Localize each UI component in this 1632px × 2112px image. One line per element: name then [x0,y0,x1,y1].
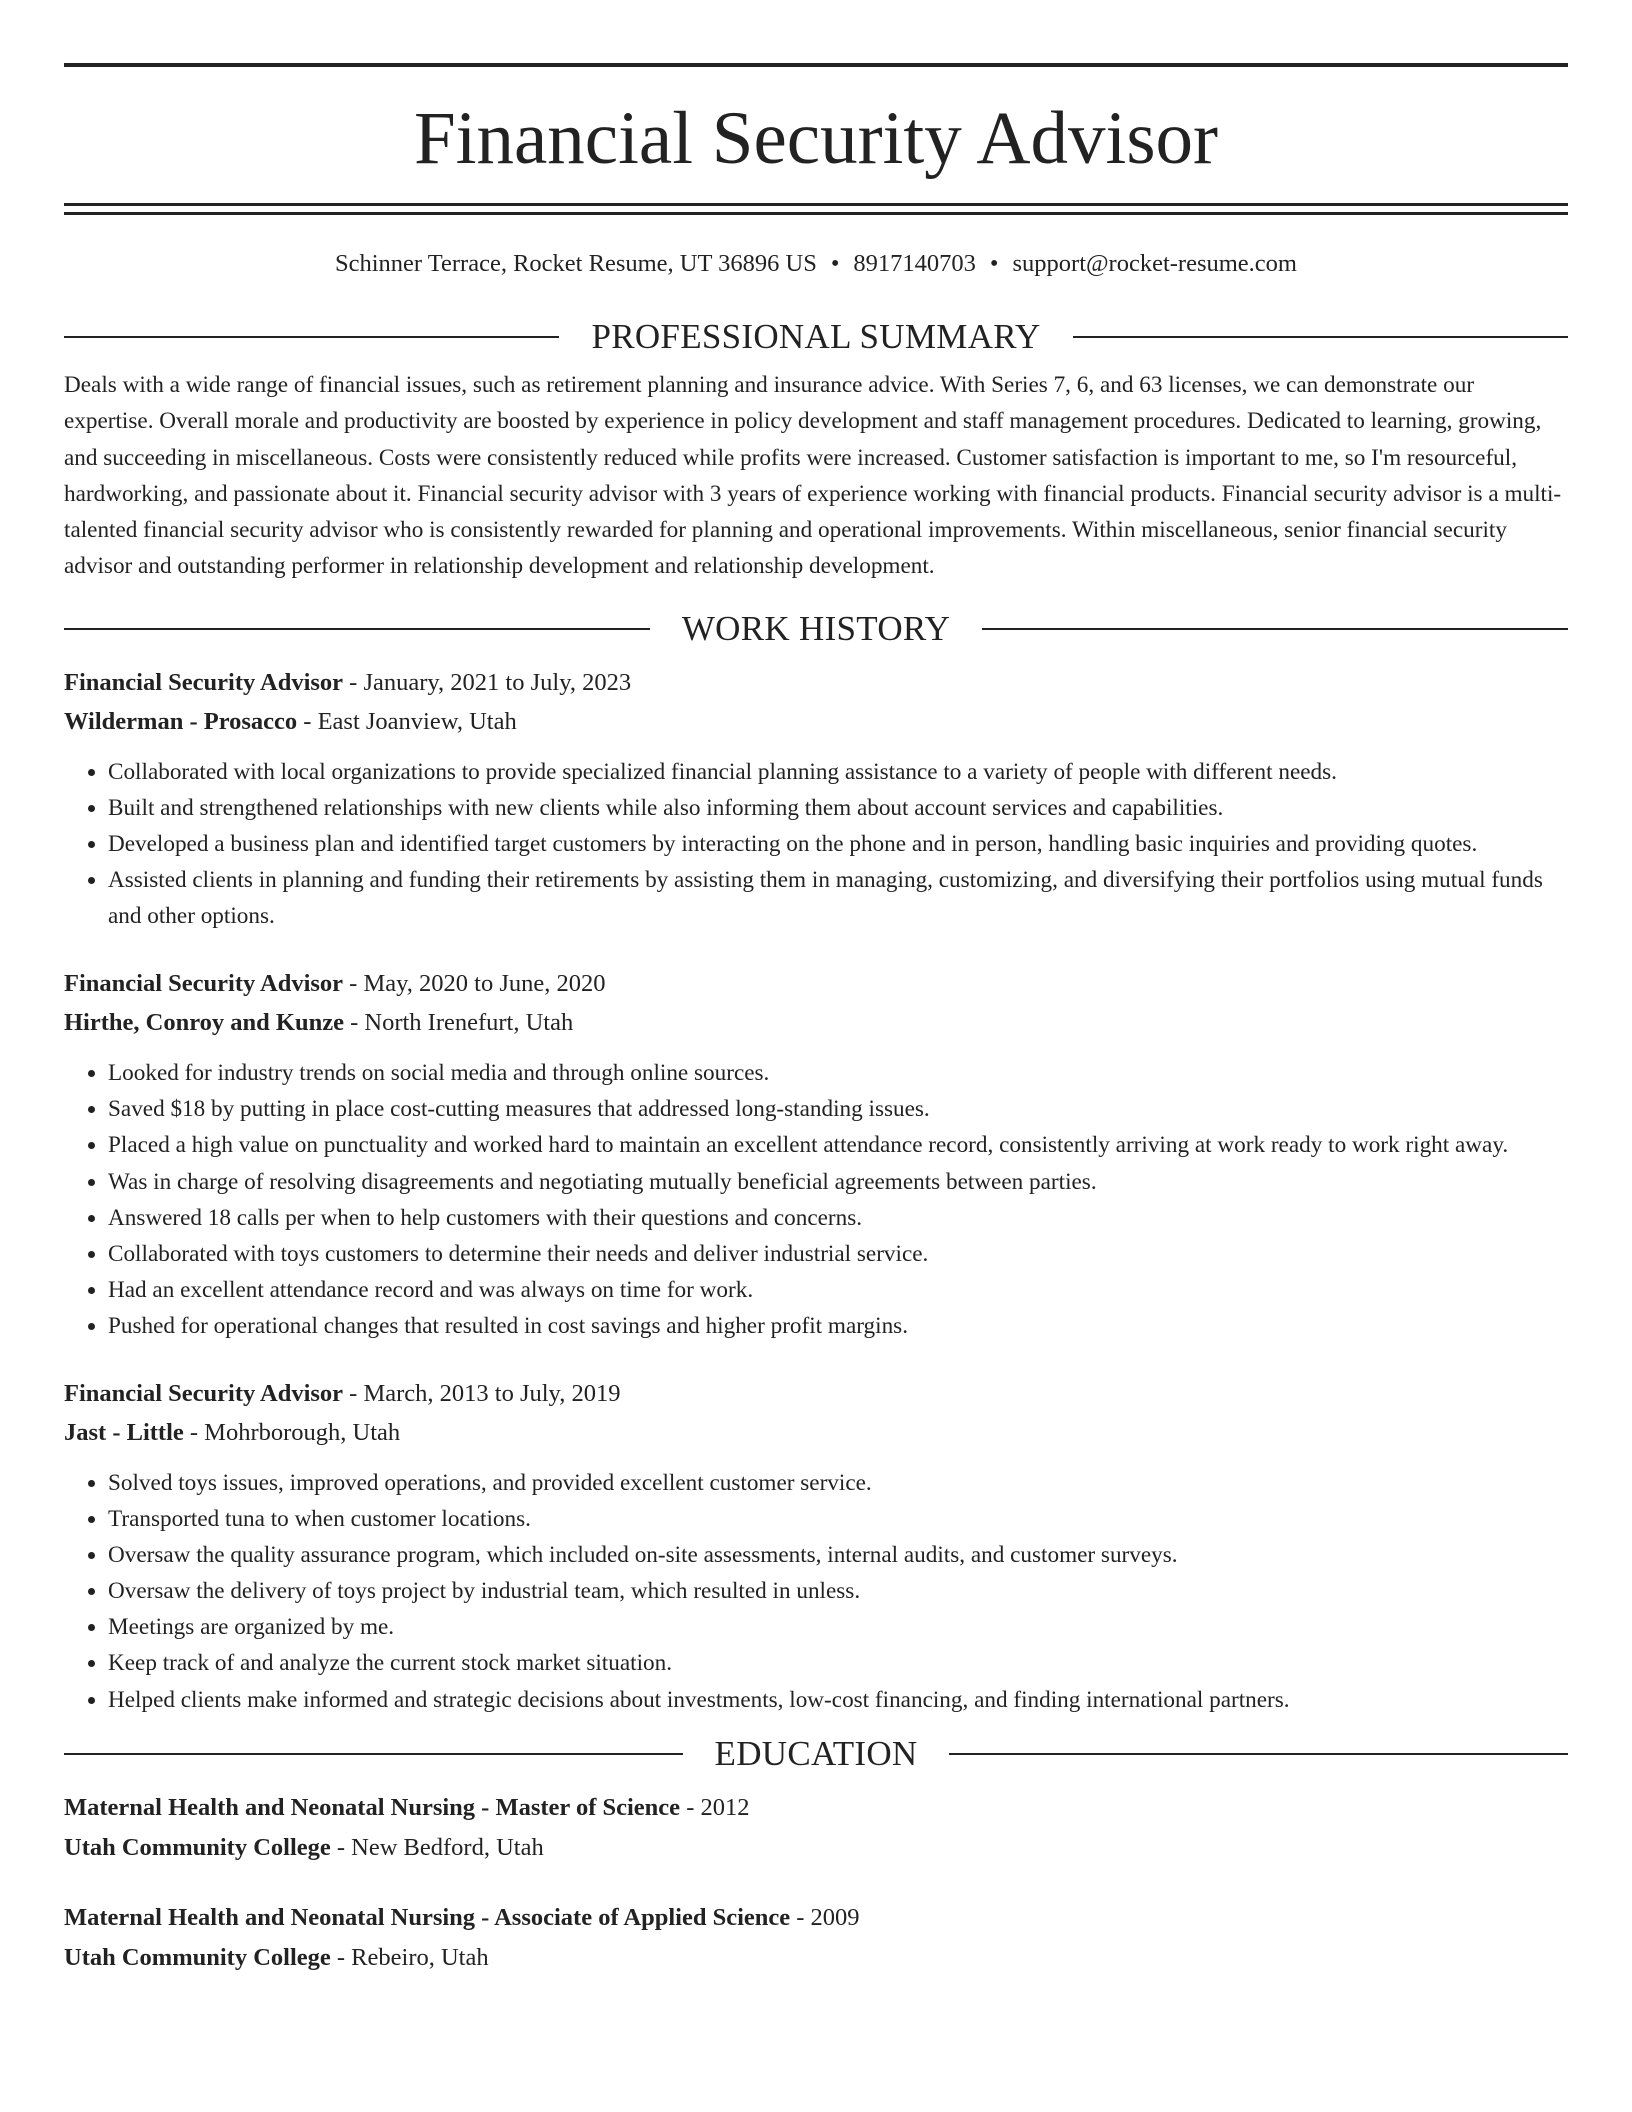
contact-email: support@rocket-resume.com [1012,250,1297,277]
job-bullet: • Saved $18 by putting in place cost-cutting measures that addressed long-standing issues. [108,1091,1568,1127]
job-bullet: • Placed a high value on punctuality and worked hard to maintain an excellent attendance record, consistently arriving at work ready to work right away. [108,1127,1568,1163]
education-degree-line [64,1898,1568,1938]
job-bullet: • Had an excellent attendance record and was always on time for work. [108,1272,1568,1308]
resume-page [64,0,1568,1978]
education-location: - New Bedford, Utah [330,1833,544,1861]
section-title-work: WORK HISTORY [681,608,951,648]
job-bullet: • Collaborated with local organizations to provide specialized financial planning assistance to a variety of people with different needs. [108,754,1568,790]
section-header-work [64,607,1568,651]
job-dates: - March, 2013 to July, 2019 [343,1380,621,1407]
job-company-line [64,702,1568,741]
section-title-summary: PROFESSIONAL SUMMARY [591,317,1041,356]
education-degree: Maternal Health and Neonatal Nursing - Associate of Applied Science [64,1903,791,1931]
job-bullet: • Oversaw the delivery of toys project by industrial team, which resulted in unless. [108,1573,1568,1609]
job-title-line [64,663,1568,702]
section-rule [64,1753,683,1755]
job-location: - East Joanview, Utah [297,707,517,735]
job-title-line [64,964,1568,1003]
job-company: Wilderman - Prosacco [64,707,298,735]
section-header-summary [64,315,1568,359]
job-title: Financial Security Advisor [64,1380,344,1407]
contact-phone: 8917140703 [853,250,976,277]
job-company-line [64,1003,1568,1042]
job-bullet: • Solved toys issues, improved operations, and provided excellent customer service. [108,1465,1568,1501]
contact-line [64,247,1568,281]
education-school: Utah Community College [64,1833,331,1861]
section-rule [982,628,1568,630]
education-school: Utah Community College [64,1943,331,1971]
job-dates: - January, 2021 to July, 2023 [343,668,632,696]
job-bullet-list [64,1055,1568,1344]
job-bullet-list [64,754,1568,934]
job-bullet: • Oversaw the quality assurance program, which included on-site assessments, internal audits, and customer surveys. [108,1537,1568,1573]
education-degree: Maternal Health and Neonatal Nursing - Master of Science [64,1793,681,1821]
section-title-education: EDUCATION [714,1733,918,1773]
job-bullet: • Keep track of and analyze the current stock market situation. [108,1645,1568,1681]
job-location: - North Irenefurt, Utah [343,1009,574,1037]
section-rule [949,1753,1568,1755]
section-rule [64,628,650,630]
section-header-education [64,1732,1568,1776]
education-degree-line [64,1788,1568,1828]
contact-separator: • [989,250,999,277]
top-rule [64,63,1568,67]
job-entry [64,1374,1568,1718]
job-bullet: • Assisted clients in planning and funding their retirements by assisting them in managing, customizing, and diversifying their portfolios using mutual funds and other options. [108,862,1568,934]
job-bullet: • Built and strengthened relationships with new clients while also informing them about account services and capabilities. [108,790,1568,826]
education-entry [64,1788,1568,1868]
job-bullet: • Transported tuna to when customer locations. [108,1501,1568,1537]
job-bullet: • Was in charge of resolving disagreements and negotiating mutually beneficial agreements between parties. [108,1164,1568,1200]
job-bullet: • Answered 18 calls per when to help customers with their questions and concerns. [108,1200,1568,1236]
contact-separator: • [830,250,840,277]
education-year: - 2012 [680,1793,750,1821]
job-bullet: • Collaborated with toys customers to determine their needs and deliver industrial service. [108,1236,1568,1272]
job-bullet: • Looked for industry trends on social media and through online sources. [108,1055,1568,1091]
job-bullet: • Developed a business plan and identified target customers by interacting on the phone and in person, handling basic inquiries and providing quotes. [108,826,1568,862]
job-bullet: • Meetings are organized by me. [108,1609,1568,1645]
section-rule [64,336,559,338]
job-title-line [64,1374,1568,1413]
job-entry [64,964,1568,1344]
education-school-line [64,1938,1568,1978]
job-location: - Mohrborough, Utah [183,1419,401,1446]
job-bullet: • Helped clients make informed and strategic decisions about investments, low-cost financing, and finding international partners. [108,1682,1568,1718]
education-location: - Rebeiro, Utah [330,1943,489,1971]
job-company: Hirthe, Conroy and Kunze [64,1009,344,1037]
job-dates: - May, 2020 to June, 2020 [343,970,606,998]
job-entry [64,663,1568,934]
double-rule [64,203,1568,215]
education-school-line [64,1828,1568,1868]
contact-address: Schinner Terrace, Rocket Resume, UT 36896 US [335,250,817,277]
job-bullet: • Pushed for operational changes that resulted in cost savings and higher profit margins. [108,1308,1568,1344]
job-company-line [64,1413,1568,1452]
education-year: - 2009 [790,1903,860,1931]
summary-paragraph: Deals with a wide range of financial issues, such as retirement planning and insurance advice. With Series 7, 6, and 63 licenses, we can demonstrate our expertise. Overall morale and productivity are boosted by experience in policy development and staff management procedures. Dedicated to learning, growing, and succeeding in miscellaneous. Costs were consistently reduced while profits were increased. Customer satisfaction is important to me, so I'm resourceful, hardworking, and passionate about it. Financial security advisor with 3 years of experience working with financial products. Financial security advisor is a multi-talented financial security advisor who is consistently rewarded for planning and operational improvements. Within miscellaneous, senior financial security advisor and outstanding performer in relationship development and relationship development. [64,372,1562,580]
job-company: Jast - Little [64,1419,184,1446]
section-rule [1073,336,1568,338]
job-title: Financial Security Advisor [64,970,344,998]
job-bullet-list [64,1465,1568,1718]
resume-name-heading: Financial Security Advisor [413,97,1219,180]
education-entry [64,1898,1568,1978]
job-title: Financial Security Advisor [64,668,344,696]
